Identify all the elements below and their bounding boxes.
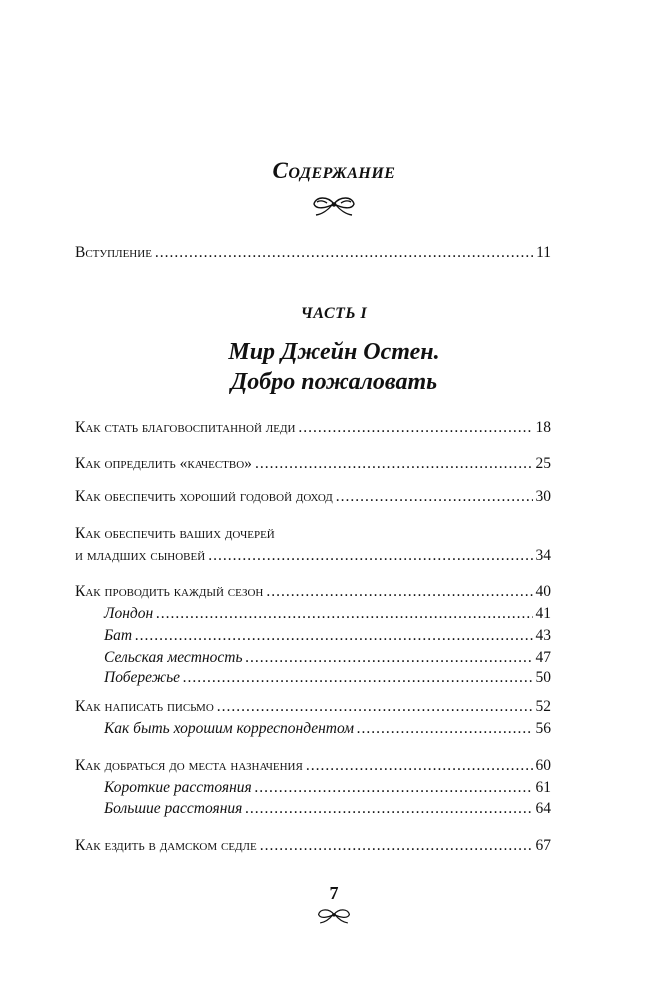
toc-entry[interactable] <box>75 836 551 856</box>
dot-leader <box>245 799 532 819</box>
page-number: 7 <box>329 883 339 903</box>
toc-subentry[interactable] <box>104 668 551 688</box>
toc-page-number: 64 <box>535 800 551 817</box>
dot-leader <box>208 546 532 566</box>
toc-subentry[interactable] <box>104 648 551 668</box>
dot-leader <box>266 582 532 602</box>
toc-entry-label-line2: и младших сыновей <box>75 547 206 564</box>
toc-entry-label: Большие расстояния <box>104 800 243 817</box>
toc-entry[interactable] <box>75 454 551 474</box>
bow-ornament-icon <box>314 906 354 926</box>
toc-entry-label: Как ездить в дамском седле <box>75 837 257 854</box>
toc-subentry[interactable] <box>104 778 551 798</box>
toc-page-number: 60 <box>535 757 551 774</box>
toc-page-number: 18 <box>535 419 551 436</box>
toc-subentry[interactable] <box>104 626 551 646</box>
toc-page-number: 47 <box>535 649 551 666</box>
toc-entry-label: Короткие расстояния <box>104 779 252 796</box>
toc-page-number: 61 <box>535 779 551 796</box>
toc-page-number: 25 <box>535 455 551 472</box>
toc-page-number: 11 <box>536 244 551 261</box>
toc-entry-label: Сельская местность <box>104 649 243 666</box>
toc-entry[interactable] <box>75 697 551 717</box>
toc-entry-label: Лондон <box>104 605 154 622</box>
dot-leader <box>336 487 533 507</box>
toc-page-number: 34 <box>535 547 551 564</box>
toc-page-number: 41 <box>535 605 551 622</box>
dot-leader <box>246 648 533 668</box>
dot-leader <box>255 778 533 798</box>
toc-entry[interactable] <box>75 418 551 438</box>
toc-entry-intro[interactable] <box>75 243 551 263</box>
toc-entry[interactable] <box>75 546 551 566</box>
toc-subentry[interactable] <box>104 604 551 624</box>
toc-page-number: 30 <box>535 488 551 505</box>
dot-leader <box>155 243 533 263</box>
toc-entry[interactable] <box>75 756 551 776</box>
dot-leader <box>135 626 532 646</box>
toc-page-number: 50 <box>535 669 551 686</box>
toc-subentry[interactable] <box>104 799 551 819</box>
dot-leader <box>255 454 533 474</box>
dot-leader <box>217 697 533 717</box>
toc-entry[interactable] <box>75 582 551 602</box>
toc-page-number: 43 <box>535 627 551 644</box>
toc-entry-label: Вступление <box>75 244 152 261</box>
toc-entry-label: Как проводить каждый сезон <box>75 583 264 600</box>
part-title-line2: Добро пожаловать <box>230 369 438 395</box>
dot-leader <box>156 604 532 624</box>
toc-subentry[interactable] <box>104 719 551 739</box>
dot-leader <box>183 668 532 688</box>
toc-page-number: 40 <box>535 583 551 600</box>
page-title: Содержание <box>272 158 396 183</box>
dot-leader <box>357 719 532 739</box>
toc-entry-label: Как определить «качество» <box>75 455 252 472</box>
part-title-line1: Мир Джейн Остен. <box>228 339 440 365</box>
dot-leader <box>298 418 532 438</box>
toc-page-number: 56 <box>535 720 551 737</box>
toc-entry-label: Как быть хорошим корреспондентом <box>104 720 355 737</box>
toc-page-number: 67 <box>535 837 551 854</box>
toc-page-number: 52 <box>535 698 551 715</box>
toc-entry-label: Как написать письмо <box>75 698 214 715</box>
toc-entry-label-line1: Как обеспечить ваших дочерей <box>75 525 275 542</box>
toc-entry-label: Как обеспечить хороший годовой доход <box>75 488 333 505</box>
toc-entry-label: Как добраться до места назначения <box>75 757 303 774</box>
dot-leader <box>260 836 533 856</box>
bow-ornament-icon <box>308 194 360 218</box>
toc-entry-label: Как стать благовоспитанной леди <box>75 419 296 436</box>
part-label: ЧАСТЬ I <box>300 305 368 322</box>
dot-leader <box>306 756 533 776</box>
toc-entry[interactable] <box>75 487 551 507</box>
toc-entry-label: Бат <box>104 627 133 644</box>
toc-entry-label: Побережье <box>104 669 181 686</box>
